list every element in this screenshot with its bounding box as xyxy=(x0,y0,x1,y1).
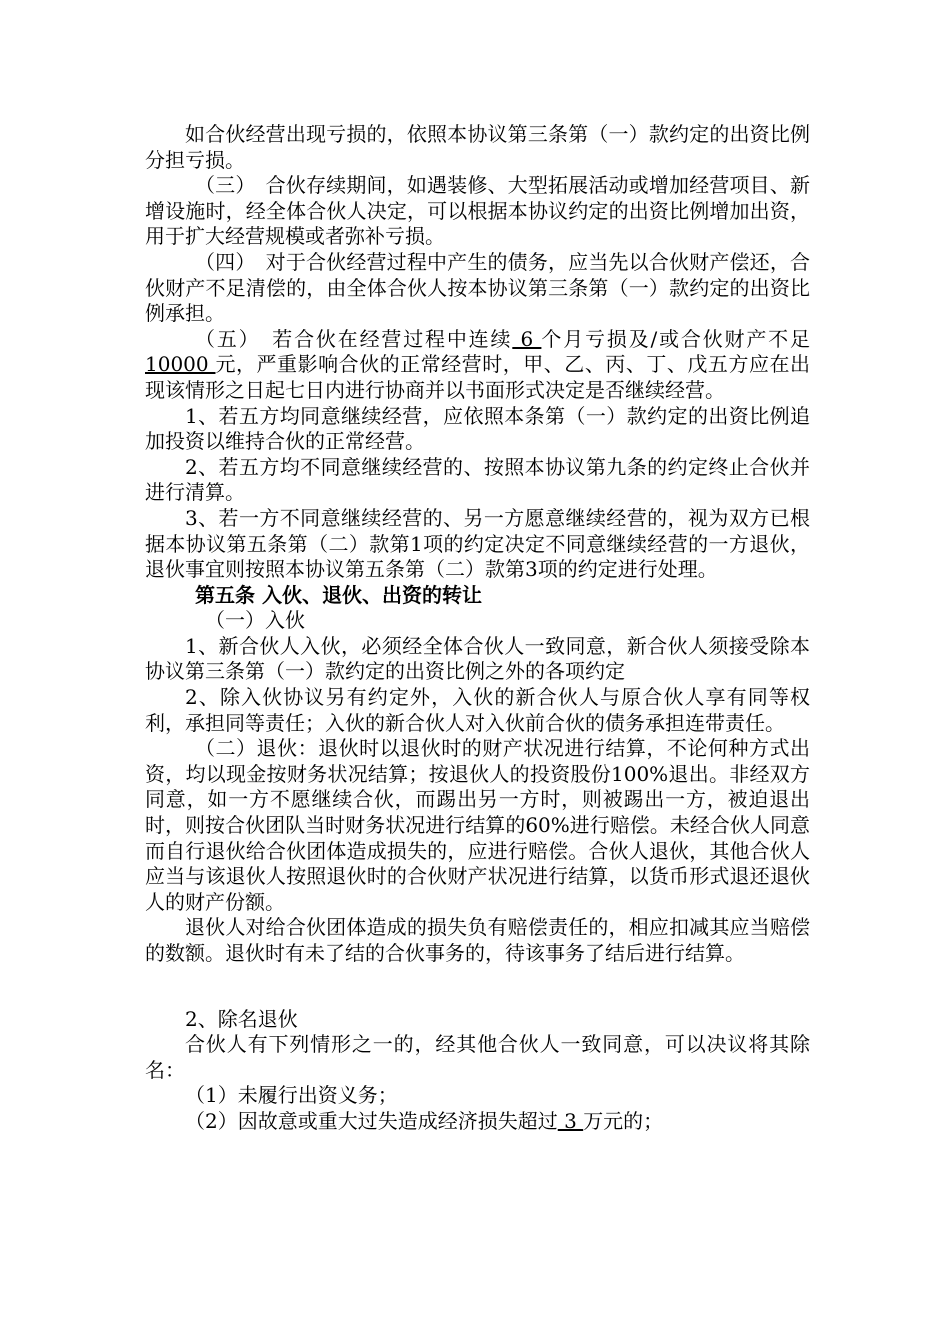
expulsion-2-text-a: （2）因故意或重大过失造成经济损失超过 xyxy=(185,1108,558,1133)
spacer xyxy=(145,967,810,1007)
amount-blank: 10000 xyxy=(145,352,216,377)
article-5-heading: 第五条 入伙、退伙、出资的转让 xyxy=(195,582,482,607)
paragraph-clause-4: （四） 对于合伙经营过程中产生的债务，应当先以合伙财产偿还，合伙财产不足清偿的，由全体合伙人按本协议第三条第（一）款约定的出资比例承担。 xyxy=(145,249,810,326)
clause-5-text-c: 元，严重影响合伙的正常经营时，甲、乙、丙、丁、戊五方应在出现该情形之日起七日内进行协商并以书面形式决定是否继续经营。 xyxy=(145,352,810,402)
clause-5-text-b: 个月亏损及/或合伙财产不足 xyxy=(541,326,810,351)
paragraph-withdrawal: （二）退伙：退伙时以退伙时的财产状况进行结算，不论何种方式出资，均以现金按财务状况结算；按退伙人的投资股份100%退出。非经双方同意，如一方不愿继续合伙，而踢出另一方时，则被踢出一方，被迫退出时，则按合伙团队当时财务状况进行结算的60%进行赔偿。未经合伙人同意而自行退伙给合伙团体造成损失的，应进行赔偿。合伙人退伙，其他合伙人应当与该退伙人按照退伙时的合伙财产状况进行结算，以货币形式退还退伙人的财产份额。 xyxy=(145,736,810,914)
months-blank: 6 xyxy=(512,326,542,351)
paragraph-expulsion-2 xyxy=(145,1109,810,1135)
paragraph-join-1: 1、新合伙人入伙，必须经全体合伙人一致同意，新合伙人须接受除本协议第三条第（一）款约定的出资比例之外的各项约定 xyxy=(145,633,810,684)
paragraph-expulsion-1: （1）未履行出资义务； xyxy=(185,1083,398,1108)
paragraph-join-2: 2、除入伙协议另有约定外，入伙的新合伙人与原合伙人享有同等权利，承担同等责任；入伙的新合伙人对入伙前合伙的债务承担连带责任。 xyxy=(145,685,810,735)
section-expulsion-title: 2、除名退伙 xyxy=(185,1006,298,1031)
paragraph-item-2: 2、若五方均不同意继续经营的、按照本协议第九条的约定终止合伙并进行清算。 xyxy=(145,454,810,505)
paragraph-loss-sharing: 如合伙经营出现亏损的，依照本协议第三条第（一）款约定的出资比例分担亏损。 xyxy=(145,122,810,172)
section-join-title: （一）入伙 xyxy=(205,608,305,633)
paragraph-withdrawal-liability: 退伙人对给合伙团体造成的损失负有赔偿责任的，相应扣减其应当赔偿的数额。退伙时有未了结的合伙事务的，待该事务了结后进行结算。 xyxy=(145,915,810,965)
clause-5-text-a: （五） 若合伙在经营过程中连续 xyxy=(195,326,513,351)
paragraph-clause-5 xyxy=(145,327,810,404)
paragraph-item-1: 1、若五方均同意继续经营，应依照本条第（一）款约定的出资比例追加投资以维持合伙的正常经营。 xyxy=(145,403,810,454)
paragraph-item-3: 3、若一方不同意继续经营的、另一方愿意继续经营的，视为双方已根据本协议第五条第（二）款第1项的约定决定不同意继续经营的一方退伙，退伙事宜则按照本协议第五条第（二）款第3项的约定进行处理。 xyxy=(145,505,810,582)
loss-amount-blank: 3 xyxy=(557,1108,584,1133)
paragraph-expulsion-intro: 合伙人有下列情形之一的，经其他合伙人一致同意，可以决议将其除名： xyxy=(145,1032,810,1082)
expulsion-2-text-b: 万元的； xyxy=(583,1108,664,1133)
document-page xyxy=(145,122,810,1135)
paragraph-clause-3: （三） 合伙存续期间，如遇装修、大型拓展活动或增加经营项目、新增设施时，经全体合伙人决定，可以根据本协议约定的出资比例增加出资，用于扩大经营规模或者弥补亏损。 xyxy=(145,173,810,249)
